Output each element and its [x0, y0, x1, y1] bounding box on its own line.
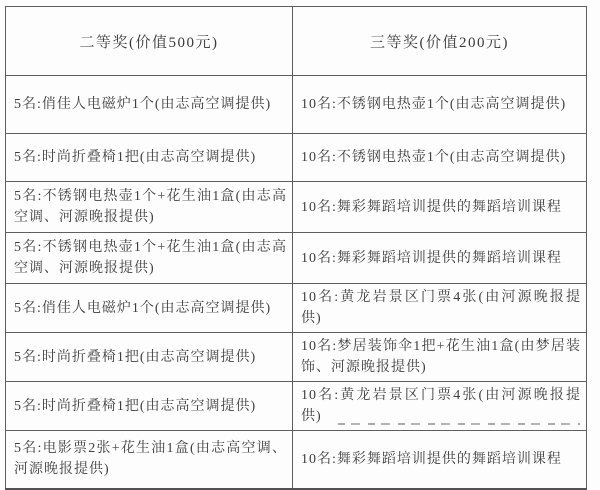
- prize-table: [5, 6, 587, 490]
- table-row: [6, 134, 587, 182]
- prize-cell: 5名:时尚折叠椅1把(由志高空调提供): [6, 382, 293, 431]
- prize-cell: 5名:时尚折叠椅1把(由志高空调提供): [6, 333, 293, 382]
- table-row: [6, 76, 587, 134]
- prize-cell: 10名:黄龙岩景区门票4张(由河源晚报提供): [293, 382, 587, 431]
- prize-cell: 10名:不锈钢电热壶1个(由志高空调提供): [293, 134, 587, 182]
- prize-cell: 5名:电影票2张+花生油1盒(由志高空调、河源晚报提供): [6, 431, 293, 489]
- header-second-prize: 二等奖(价值500元): [6, 7, 293, 76]
- prize-cell: 10名:舞彩舞蹈培训提供的舞蹈培训课程: [293, 431, 587, 489]
- prize-cell: 5名:不锈钢电热壶1个+花生油1盒(由志高空调、河源晚报提供): [6, 182, 293, 233]
- table-row: [6, 284, 587, 333]
- header-row: [6, 7, 587, 76]
- prize-cell: 10名:黄龙岩景区门票4张(由河源晚报提供): [293, 284, 587, 333]
- table-row: [6, 333, 587, 382]
- prize-cell: 10名:不锈钢电热壶1个(由志高空调提供): [293, 76, 587, 134]
- table-row: [6, 182, 587, 233]
- header-third-prize: 三等奖(价值200元): [293, 7, 587, 76]
- prize-cell: 10名:梦居装饰伞1把+花生油1盒(由梦居装饰、河源晚报提供): [293, 333, 587, 382]
- prize-cell: 5名:俏佳人电磁炉1个(由志高空调提供): [6, 284, 293, 333]
- prize-cell: 10名:舞彩舞蹈培训提供的舞蹈培训课程: [293, 182, 587, 233]
- prize-cell: 5名:时尚折叠椅1把(由志高空调提供): [6, 134, 293, 182]
- table-row: [6, 382, 587, 431]
- table-row: [6, 431, 587, 489]
- prize-cell: 10名:舞彩舞蹈培训提供的舞蹈培训课程: [293, 233, 587, 284]
- table-row: [6, 233, 587, 284]
- prize-cell: 5名:不锈钢电热壶1个+花生油1盒(由志高空调、河源晚报提供): [6, 233, 293, 284]
- prize-cell: 5名:俏佳人电磁炉1个(由志高空调提供): [6, 76, 293, 134]
